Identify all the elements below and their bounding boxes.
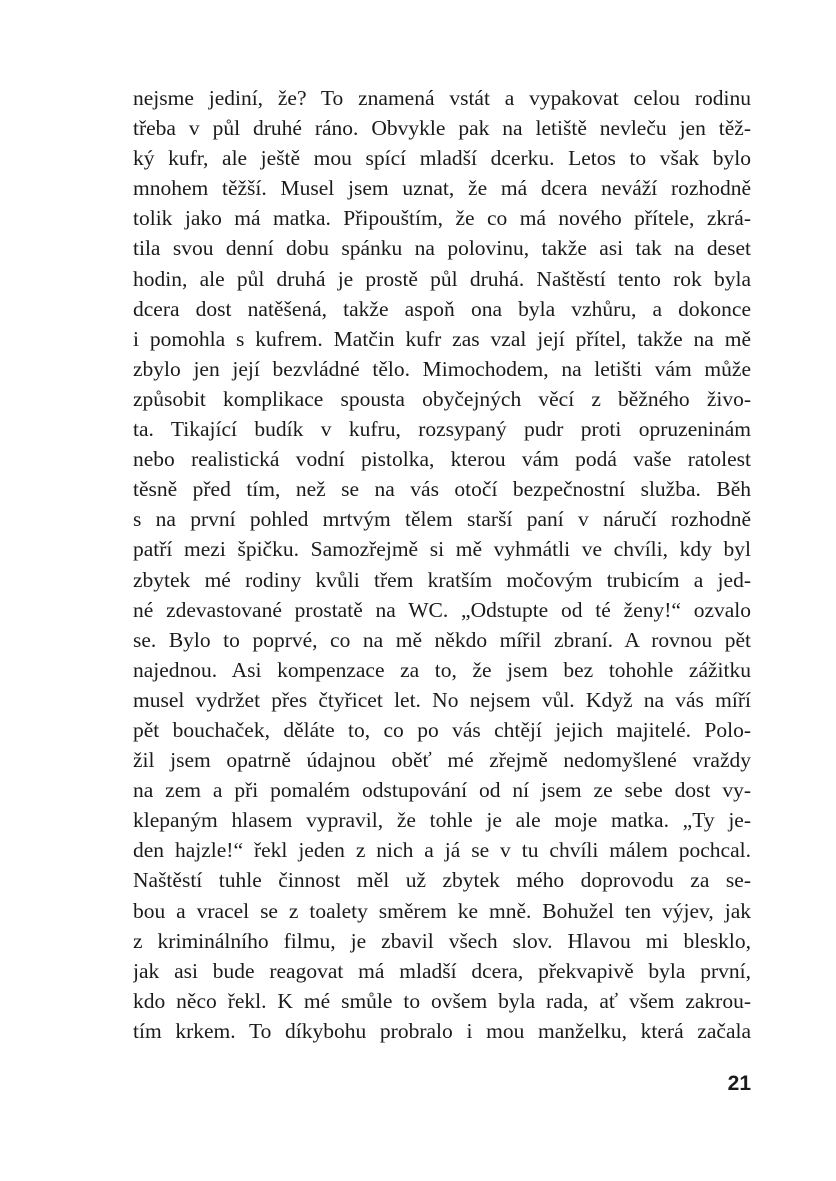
text-line: zbytek mé rodiny kvůli třem kratším močovým trubicím a jed- (133, 567, 751, 592)
page-number: 21 (727, 1072, 751, 1095)
text-line: pět bouchaček, děláte to, co po vás chtějí jejich majitelé. Polo- (133, 717, 751, 742)
text-line: kdo něco řekl. K mé smůle to ovšem byla rada, ať všem zakrou- (133, 988, 751, 1013)
text-line: klepaným hlasem vypravil, že tohle je ale moje matka. „Ty je- (133, 808, 751, 833)
text-line: zbylo jen její bezvládné tělo. Mimochodem, na letišti vám může (133, 356, 751, 381)
text-line: najednou. Asi kompenzace za to, že jsem bez tohohle zážitku (133, 657, 751, 682)
text-line: dcera dost natěšená, takže aspoň ona byla vzhůru, a dokonce (133, 296, 751, 321)
text-line: ta. Tikající budík v kufru, rozsypaný pudr proti opruzeninám (133, 417, 751, 442)
text-line: žil jsem opatrně údajnou oběť mé zřejmě nedomyšlené vraždy (133, 748, 751, 773)
text-line: tolik jako má matka. Připouštím, že co má nového přítele, zkrá- (133, 206, 751, 231)
text-line: Naštěstí tuhle činnost měl už zbytek mého doprovodu za se- (133, 868, 751, 893)
text-line: s na první pohled mrtvým tělem starší paní v náručí rozhodně (133, 507, 751, 532)
text-line: musel vydržet přes čtyřicet let. No nejsem vůl. Když na vás míří (133, 687, 751, 712)
text-line: z kriminálního filmu, je zbavil všech slov. Hlavou mi blesklo, (133, 928, 751, 953)
text-line: způsobit komplikace spousta obyčejných věcí z běžného živo- (133, 386, 751, 411)
text-line: se. Bylo to poprvé, co na mě někdo mířil zbraní. A rovnou pět (133, 627, 751, 652)
body-text (133, 83, 751, 1046)
text-line: ký kufr, ale ještě mou spící mladší dcerku. Letos to však bylo (133, 146, 751, 171)
text-line: jak asi bude reagovat má mladší dcera, překvapivě byla první, (133, 958, 751, 983)
text-line: nebo realistická vodní pistolka, kterou vám podá vaše ratolest (133, 447, 751, 472)
text-line: tila svou denní dobu spánku na polovinu, takže asi tak na deset (133, 236, 751, 261)
text-line: tím krkem. To díkybohu probralo i mou manželku, která začala (133, 1018, 751, 1043)
text-line: mnohem těžší. Musel jsem uznat, že má dcera neváží rozhodně (133, 176, 751, 201)
text-line: na zem a při pomalém odstupování od ní jsem ze sebe dost vy- (133, 778, 751, 803)
text-line: né zdevastované prostatě na WC. „Odstupte od té ženy!“ ozvalo (133, 597, 751, 622)
text-line: patří mezi špičku. Samozřejmě si mě vyhmátli ve chvíli, kdy byl (133, 537, 751, 562)
text-line: den hajzle!“ řekl jeden z nich a já se v tu chvíli málem pochcal. (133, 838, 751, 863)
text-line: nejsme jediní, že? To znamená vstát a vypakovat celou rodinu (133, 86, 751, 110)
text-line: třeba v půl druhé ráno. Obvykle pak na letiště nevleču jen těž- (133, 116, 751, 141)
text-line: těsně před tím, než se na vás otočí bezpečnostní služba. Běh (133, 477, 751, 502)
text-line: hodin, ale půl druhá je prostě půl druhá. Naštěstí tento rok byla (133, 266, 751, 291)
text-line: i pomohla s kufrem. Matčin kufr zas vzal její přítel, takže na mě (133, 326, 751, 351)
text-line: bou a vracel se z toalety směrem ke mně. Bohužel ten výjev, jak (133, 898, 751, 923)
